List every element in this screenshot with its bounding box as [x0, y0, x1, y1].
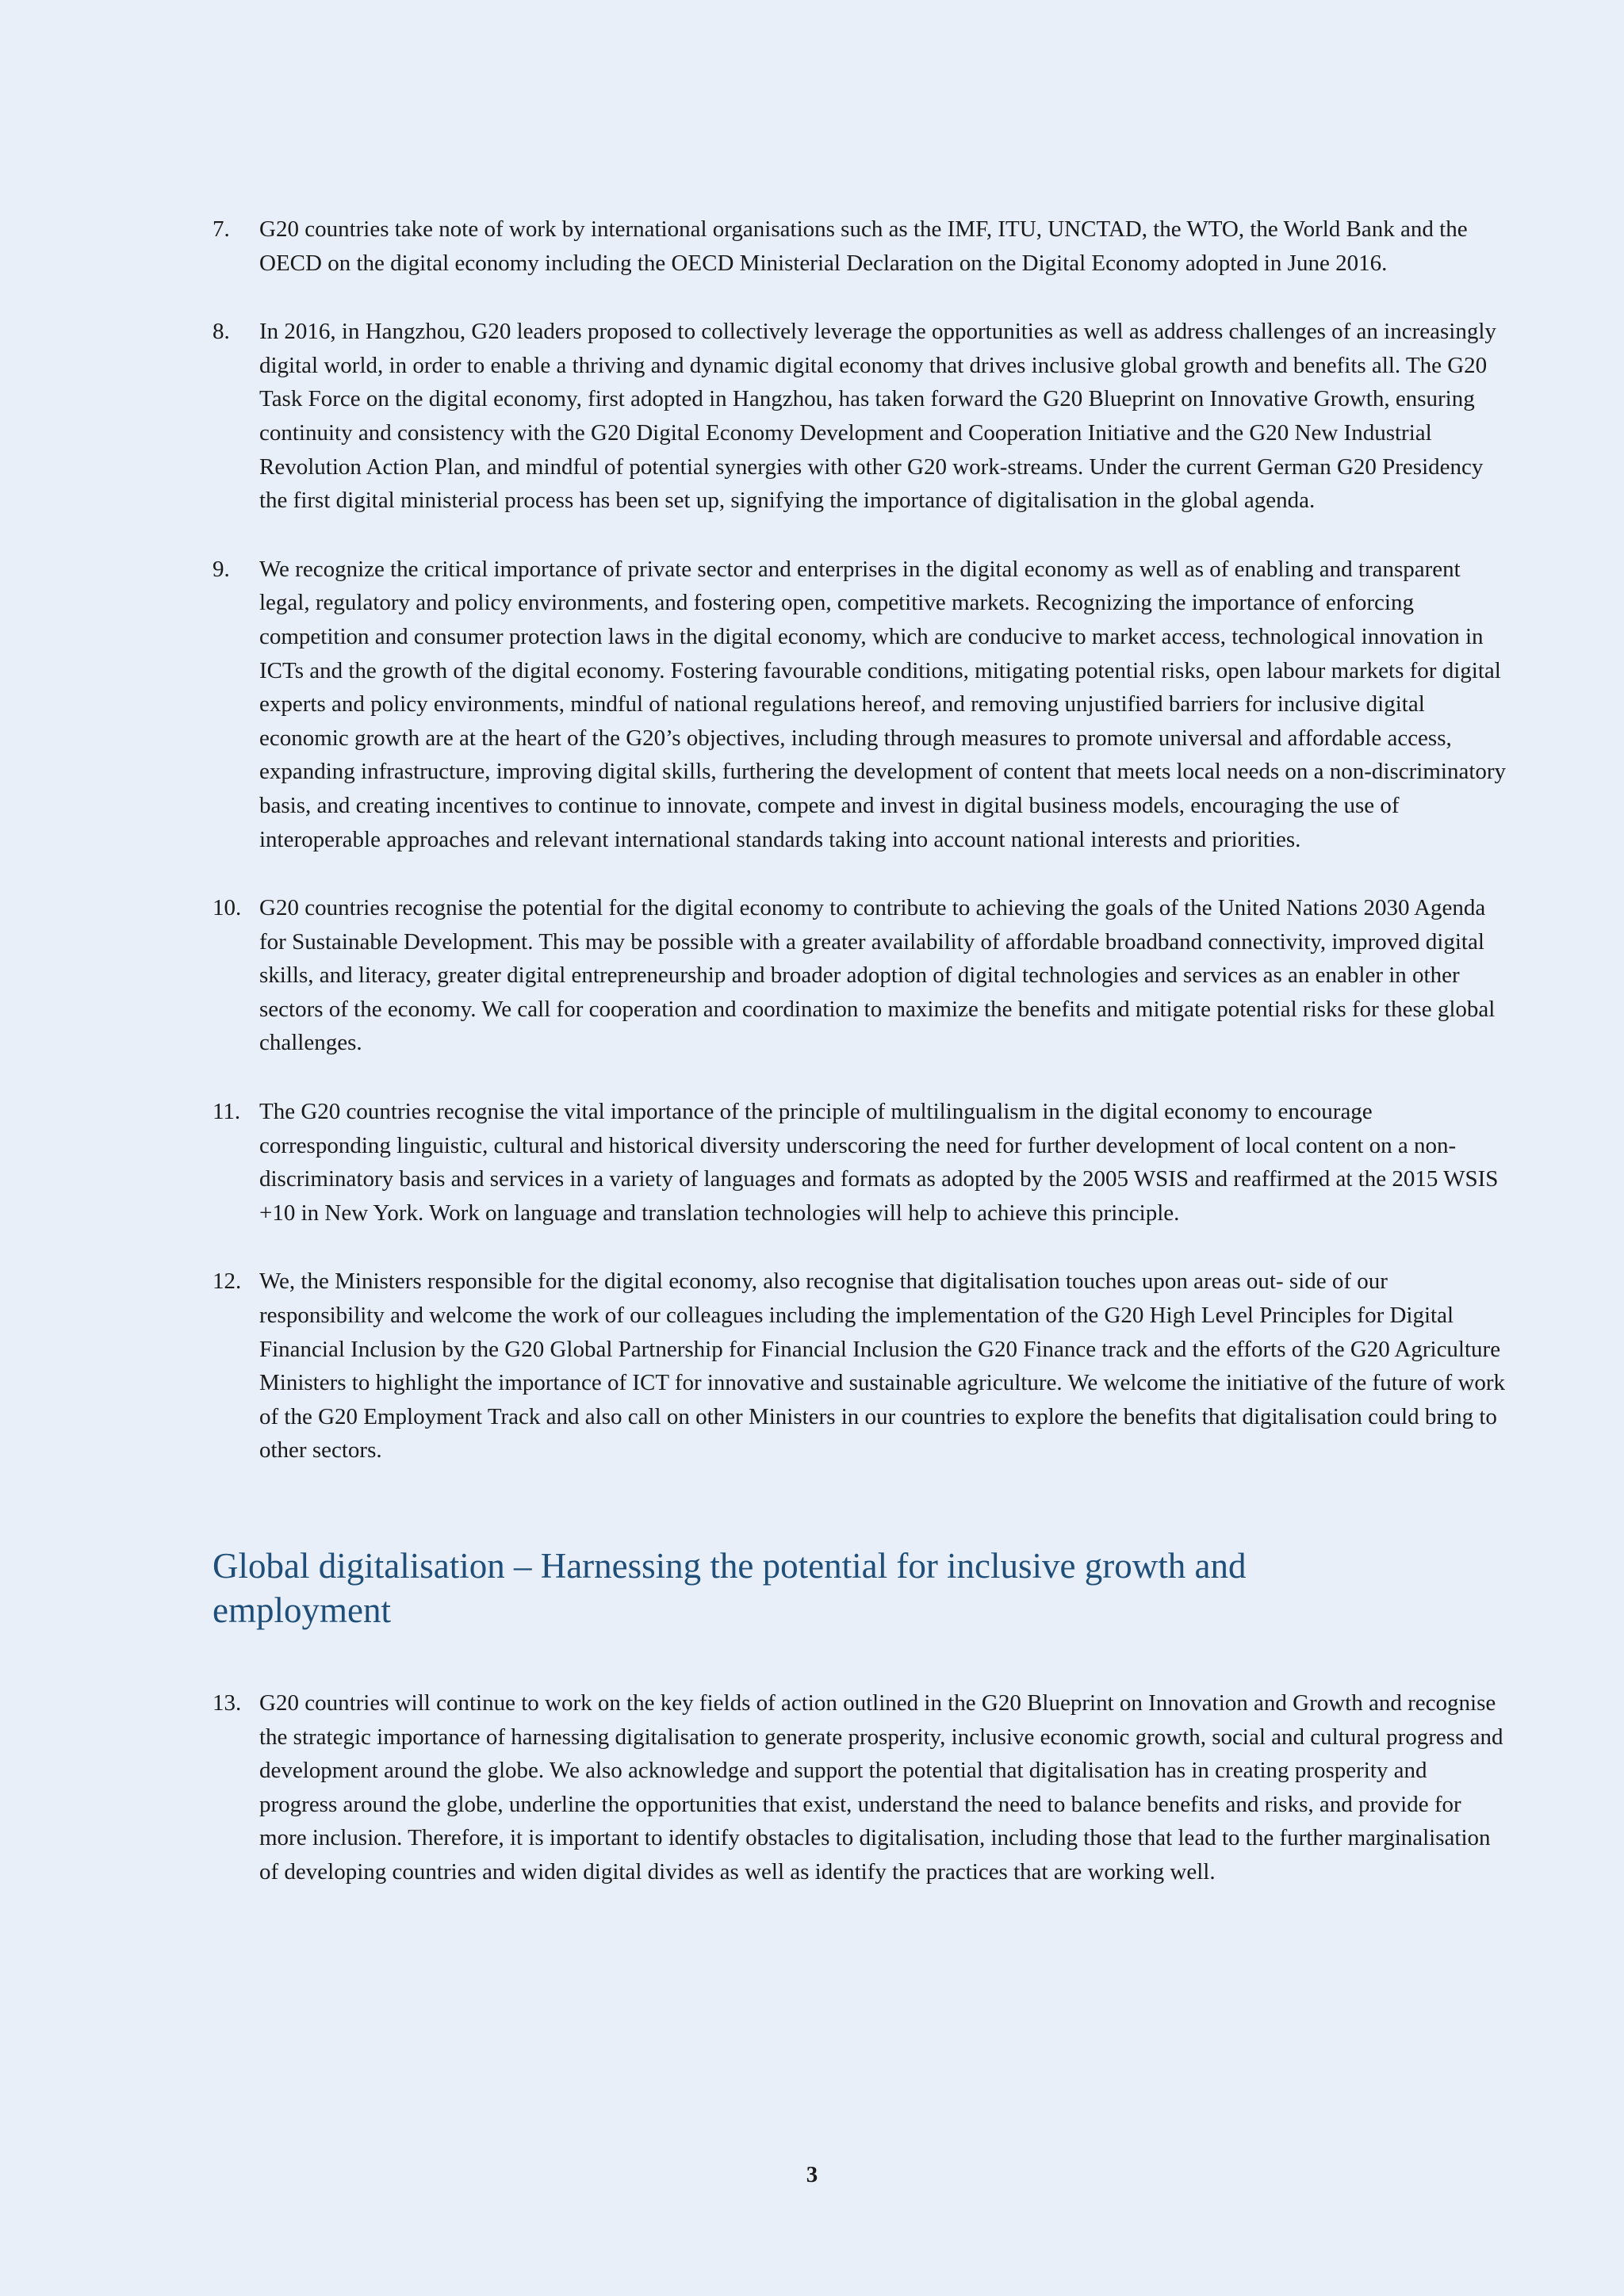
paragraph-number: 8.: [213, 319, 230, 345]
numbered-paragraph-11: [213, 1095, 1507, 1230]
paragraph-text: In 2016, in Hangzhou, G20 leaders proposed to collectively leverage the opportunities as well as address challenges of an increasingly digital world, in order to enable a thriving and dynamic digital economy that drives inclusive global growth and benefits all. The G20 Task Force on the digital economy, first adopted in Hangzhou, has taken forward the G20 Blueprint on Innovative Growth, ensuring continuity and consistency with the G20 Digital Economy Development and Cooperation Initiative and the G20 New Industrial Revolution Action Plan, and mindful of potential synergies with other G20 work-streams. Under the current German G20 Presidency the first digital ministerial process has been set up, signifying the importance of digitalisation in the global agenda.: [259, 319, 1496, 514]
numbered-paragraph-9: [213, 553, 1507, 856]
numbered-paragraph-8: [213, 315, 1507, 518]
paragraph-number: 11.: [213, 1099, 241, 1125]
paragraph-text: We, the Ministers responsible for the digital economy, also recognise that digitalisation touches upon areas out- side of our responsibility and welcome the work of our colleagues including the implementation of the G20 High Level Principles for Digital Financial Inclusion by the G20 Global Partnership for Financial Inclusion the G20 Finance track and the efforts of the G20 Agriculture Ministers to highlight the importance of ICT for innovative and sustainable agriculture. We welcome the initiative of the future of work of the G20 Employment Track and also call on other Ministers in our countries to explore the benefits that digitalisation could bring to other sectors.: [259, 1269, 1506, 1464]
section-heading: Global digitalisation – Harnessing the potential for inclusive growth and employment: [213, 1546, 1247, 1630]
page-number: 3: [806, 2162, 818, 2187]
paragraph-text: G20 countries take note of work by international organisations such as the IMF, ITU, UNCTAD, the WTO, the World Bank and the OECD on the digital economy including the OECD Ministerial Declaration on the Digital Economy adopted in June 2016.: [259, 216, 1468, 276]
numbered-paragraph-10: [213, 891, 1507, 1060]
paragraph-number: 9.: [213, 556, 230, 582]
numbered-paragraph-12: [213, 1265, 1507, 1468]
paragraph-number: 13.: [213, 1690, 242, 1716]
paragraph-text: G20 countries recognise the potential for the digital economy to contribute to achieving the goals of the United Nations 2030 Agenda for Sustainable Development. This may be possible with a greater availability of affordable broadband connectivity, improved digital skills, and literacy, greater digital entrepreneurship and broader adoption of digital technologies and services as an enabler in other sectors of the economy. We call for cooperation and coordination to maximize the benefits and mitigate potential risks for these global challenges.: [259, 895, 1496, 1056]
numbered-paragraph-13: [213, 1686, 1507, 1889]
page-content: [213, 212, 1507, 1924]
paragraph-text: The G20 countries recognise the vital importance of the principle of multilingualism in the digital economy to encourage corresponding linguistic, cultural and historical diversity underscoring the need for further development of local content on a non-discriminatory basis and services in a variety of languages and formats as adopted by the 2005 WSIS and reaffirmed at the 2015 WSIS +10 in New York. Work on language and translation technologies will help to achieve this principle.: [259, 1099, 1499, 1226]
paragraph-text: G20 countries will continue to work on the key fields of action outlined in the G20 Blueprint on Innovation and Growth and recognise the strategic importance of harnessing digitalisation to generate prosperity, inclusive economic growth, social and cultural progress and development around the globe. We also acknowledge and support the potential that digitalisation has in creating prosperity and progress around the globe, underline the opportunities that exist, understand the need to balance benefits and risks, and provide for more inclusion. Therefore, it is important to identify obstacles to digitalisation, including those that lead to the further marginalisation of developing countries and widen digital divides as well as identify the practices that are working well.: [259, 1690, 1503, 1885]
numbered-paragraph-7: [213, 212, 1507, 280]
paragraph-text: We recognize the critical importance of private sector and enterprises in the digital economy as well as of enabling and transparent legal, regulatory and policy environments, and fostering open, competitive markets. Recognizing the importance of enforcing competition and consumer protection laws in the digital economy, which are conducive to market access, technological innovation in ICTs and the growth of the digital economy. Fostering favourable conditions, mitigating potential risks, open labour markets for digital experts and policy environments, mindful of national regulations hereof, and removing unjustified barriers for inclusive digital economic growth are at the heart of the G20’s objectives, including through measures to promote universal and affordable access, expanding infrastructure, improving digital skills, furthering the development of content that meets local needs on a non-discriminatory basis, and creating incentives to continue to innovate, compete and invest in digital business models, encouraging the use of interoperable approaches and relevant international standards taking into account national interests and priorities.: [259, 556, 1507, 852]
paragraph-number: 12.: [213, 1269, 242, 1295]
paragraph-number: 10.: [213, 895, 242, 921]
paragraph-number: 7.: [213, 216, 230, 242]
